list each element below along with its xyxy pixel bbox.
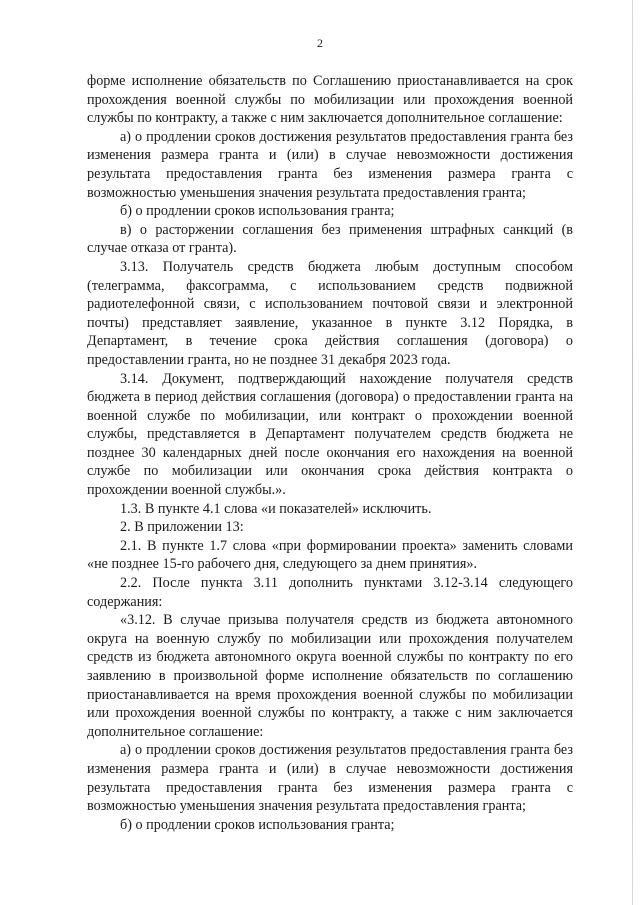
list-item-a: а) о продлении сроков достижения результатов предоставления гранта без изменения размера гранта и (или) в случае невозможности достижения результата предоставления гранта без изменения размера гранта с возможностью уменьшения значения результата предоставления гранта; [87, 742, 573, 815]
list-item-b: б) о продлении сроков использования гранта; [120, 816, 395, 833]
list-item-a: а) о продлении сроков достижения результатов предоставления гранта без изменения размера гранта и (или) в случае невозможности достижения результата предоставления гранта без изменения размера гранта с возможностью уменьшения значения результата предоставления гранта; [87, 128, 573, 201]
clause-3-12: «3.12. В случае призыва получателя средств из бюджета автономного округа на военную службу по мобилизации или прохождения получателем средств из бюджета автономного округа военной службы по контракту по его заявлению в произвольной форме исполнение обязательств по соглашению приостанавливается на время прохождения военной службы по мобилизации или прохождения военной службы по контракту, а также с ним заключается дополнительное соглашение: [87, 612, 573, 740]
clause-3-14: 3.14. Документ, подтверждающий нахождение получателя средств бюджета в период действия соглашения (договора) о предоставлении гранта на военной службе по мобилизации, или контракт о прохождении военной службы, представляется в Департамент получателем средств бюджета не позднее 30 календарных дней после окончания его нахождения на военной службе по мобилизации или окончания срока действия контракта о прохождении военной службы.». [87, 370, 573, 499]
clause-2: 2. В приложении 13: [120, 519, 244, 536]
scan-edge-line [632, 0, 633, 905]
document-body [87, 72, 573, 834]
page-number: 2 [317, 36, 323, 50]
clause-1-3: 1.3. В пункте 4.1 слова «и показателей» исключить. [120, 500, 432, 517]
clause-2-2: 2.2. После пункта 3.11 дополнить пунктами 3.12-3.14 следующего содержания: [87, 575, 573, 610]
paragraph: форме исполнение обязательств по Соглашению приостанавливается на срок прохождения военной службы по мобилизации или прохождения военной службы по контракту, а также с ним заключается дополнительное соглашение: [87, 73, 573, 127]
list-item-b: б) о продлении сроков использования гранта; [120, 203, 395, 220]
list-item-v: в) о расторжении соглашения без применения штрафных санкций (в случае отказа от гранта). [87, 221, 573, 257]
clause-3-13: 3.13. Получатель средств бюджета любым доступным способом (телеграмма, факсограмма, с использованием средств подвижной радиотелефонной связи, с использованием почтовой связи и электронной почты) представляет заявление, указанное в пункте 3.12 Порядка, в Департамент, в течение срока действия соглашения (договора) о предоставлении гранта, но не позднее 31 декабря 2023 года. [87, 258, 573, 368]
clause-2-1: 2.1. В пункте 1.7 слова «при формировании проекта» заменить словами «не позднее 15-го рабочего дня, следующего за днем принятия». [87, 537, 573, 573]
